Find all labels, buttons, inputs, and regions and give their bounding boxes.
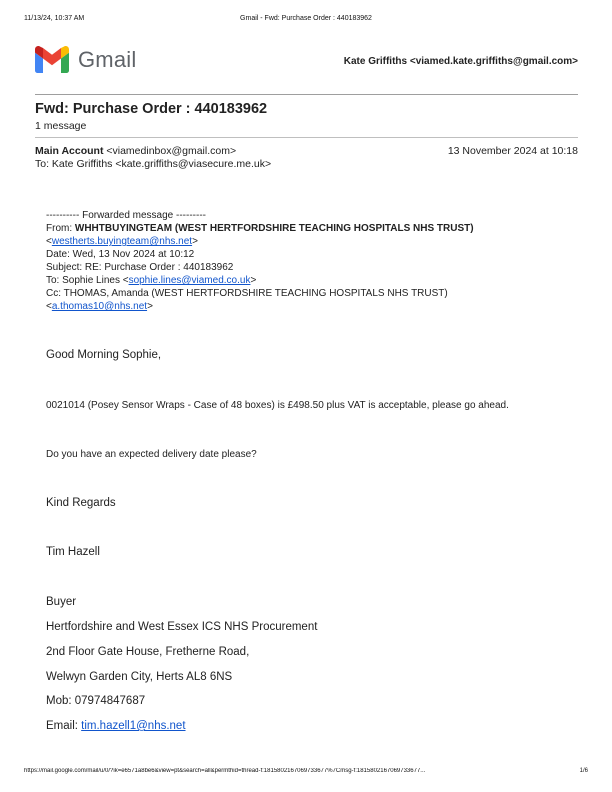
gmail-wordmark: Gmail xyxy=(78,47,137,72)
sender-line xyxy=(35,145,236,157)
thread-subject: Fwd: Purchase Order : 440183962 xyxy=(35,101,268,117)
forwarded-from-email: <westherts.buyingteam@nhs.net> xyxy=(46,236,198,247)
signature-name: Tim Hazell xyxy=(46,546,100,558)
email-prefix: Email: xyxy=(46,720,82,732)
sender-email: <viamedinbox@gmail.com> xyxy=(106,145,237,157)
footer-url: https://mail.google.com/mail/u/0/?ik=e6571a8be6&view=pt&search=all&permthid=thread-f:1815802167069733677%7Cmsg-f:1815802167069733677... xyxy=(24,768,426,774)
cc-email-link[interactable]: a.thomas10@nhs.net xyxy=(51,301,148,312)
signature-email xyxy=(46,720,186,732)
signature-org: Hertfordshire and West Essex ICS NHS Procurement xyxy=(46,621,318,633)
recipient-line: To: Kate Griffiths <kate.griffiths@viasecure.me.uk> xyxy=(35,158,272,170)
footer-page: 1/6 xyxy=(579,768,588,774)
to-email-link[interactable]: sophie.lines@viamed.co.uk xyxy=(128,275,251,286)
signature-address-2: Welwyn Garden City, Herts AL8 6NS xyxy=(46,671,233,683)
from-email-link[interactable]: westherts.buyingteam@nhs.net xyxy=(51,236,193,247)
forwarded-from xyxy=(46,223,474,234)
message-date: 13 November 2024 at 10:18 xyxy=(447,145,578,157)
body-line-2: Do you have an expected delivery date please? xyxy=(46,449,257,460)
body-signoff: Kind Regards xyxy=(46,497,116,509)
print-datetime: 11/13/24, 10:37 AM xyxy=(24,15,85,22)
forwarded-cc-email: <a.thomas10@nhs.net> xyxy=(46,301,153,312)
forwarded-date: Date: Wed, 13 Nov 2024 at 10:12 xyxy=(46,249,195,260)
from-prefix: From: xyxy=(46,223,75,234)
signature-role: Buyer xyxy=(46,596,77,608)
forwarded-to: To: Sophie Lines <sophie.lines@viamed.co.uk> xyxy=(46,275,257,286)
signature-email-link[interactable]: tim.hazell1@nhs.net xyxy=(81,720,186,732)
forwarded-divider: ---------- Forwarded message --------- xyxy=(46,210,206,221)
from-name: WHHTBUYINGTEAM (WEST HERTFORDSHIRE TEACHING HOSPITALS NHS TRUST) xyxy=(74,223,474,234)
header-divider xyxy=(35,94,578,95)
body-line-1: 0021014 (Posey Sensor Wraps - Case of 48 boxes) is £498.50 plus VAT is acceptable, please go ahead. xyxy=(46,400,509,411)
sender-name: Main Account xyxy=(35,145,104,157)
message-count: 1 message xyxy=(35,120,87,132)
body-greeting: Good Morning Sophie, xyxy=(46,349,162,361)
account-label: Kate Griffiths <viamed.kate.griffiths@gmail.com> xyxy=(343,56,578,67)
forwarded-subject: Subject: RE: Purchase Order : 440183962 xyxy=(46,262,234,273)
signature-mobile: Mob: 07974847687 xyxy=(46,695,146,707)
gmail-logo-icon[interactable] xyxy=(35,46,69,73)
print-title: Gmail - Fwd: Purchase Order : 440183962 xyxy=(240,15,372,22)
signature-address-1: 2nd Floor Gate House, Fretherne Road, xyxy=(46,646,250,658)
subject-divider xyxy=(35,137,578,138)
to-prefix: To: Sophie Lines < xyxy=(46,275,129,286)
forwarded-cc: Cc: THOMAS, Amanda (WEST HERTFORDSHIRE TEACHING HOSPITALS NHS TRUST) xyxy=(46,288,448,299)
